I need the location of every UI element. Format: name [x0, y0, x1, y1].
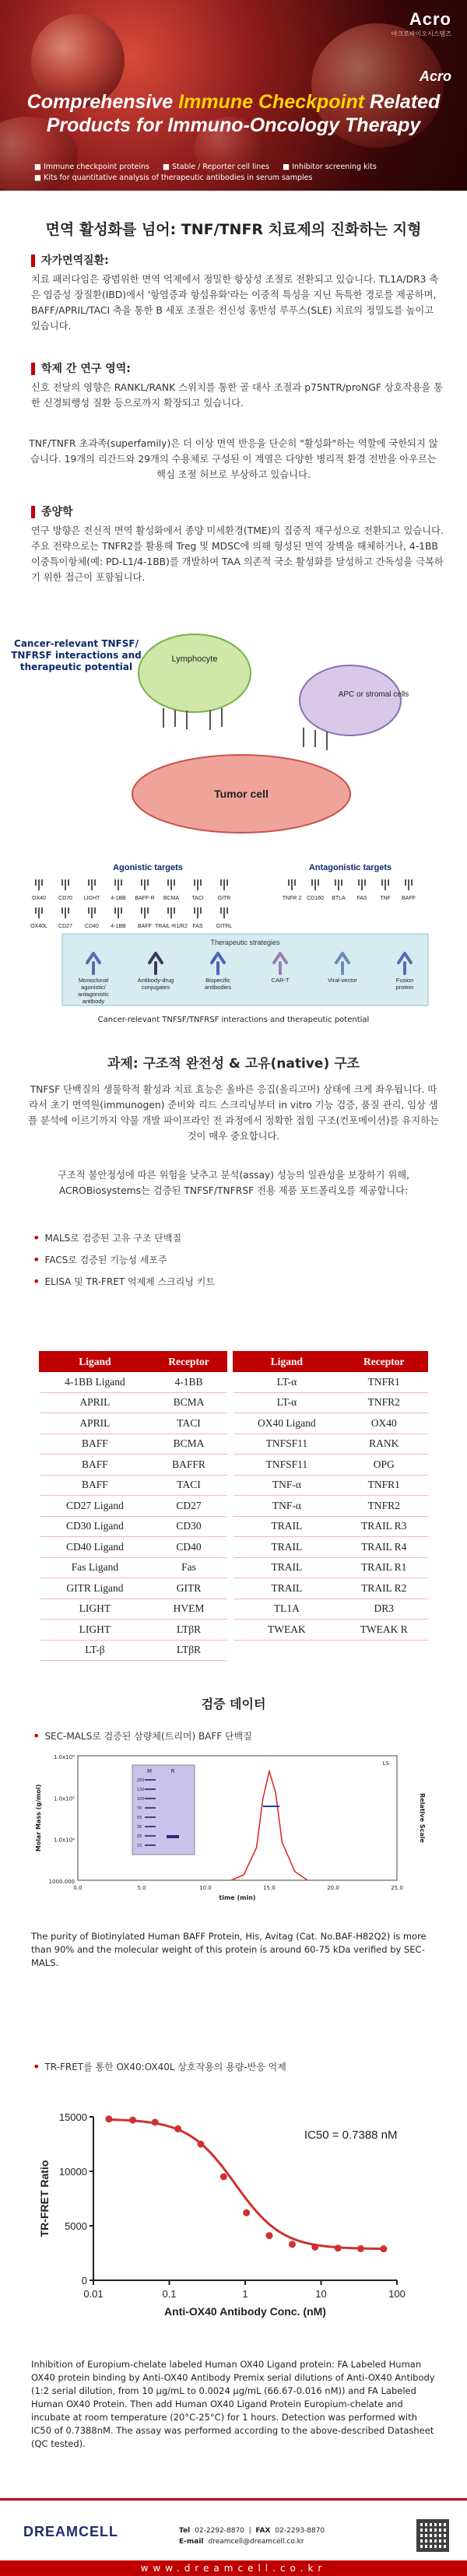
table-cell: TWEAK R [340, 1620, 427, 1641]
task-bullet: • ELISA 및 TR-FRET 억제제 스크리닝 키트 [33, 1273, 215, 1288]
table-cell: TNFR2 [340, 1392, 427, 1413]
target-label: GITR [217, 896, 231, 901]
receptor-icon [89, 907, 95, 918]
hero-bullet: ■ Inhibitor screening kits [283, 163, 377, 171]
fret-data-point [357, 2245, 364, 2252]
receptor-icon [62, 879, 68, 890]
task-paragraph-1: TNFSF 단백질의 생물학적 활성과 치료 효능은 올바른 응집(올리고머) 상태에 크게 좌우됩니다. 따라서 초기 면역원(immunogen) 준비와 리드 스크리닝부터 in vitro 기능 검증, 품질 관리, 임상 샘플 분석에 이르기까지 약물 개발 파이프라인 전 과정에서 정확한 접힘 구조(컨포메이션)를 유지하는 것이 매우 중요합니다. [28, 1084, 439, 1142]
sec-y2label: Relative Scale [419, 1793, 426, 1843]
table-cell: BCMA [150, 1434, 226, 1455]
hero-title-highlight: Immune Checkpoint [178, 91, 365, 113]
apc-label: APC or stromal cells [338, 690, 409, 699]
hero-title-pre: Comprehensive [26, 91, 179, 113]
table-cell: DR3 [340, 1599, 427, 1620]
fret-data-point [152, 2119, 159, 2126]
tumor-label: Tumor cell [214, 788, 269, 800]
table-cell: LT-β [40, 1640, 151, 1661]
section-text: 치료 패러다임은 광범위한 면역 억제에서 정밀한 항상성 조절로 전환되고 있습니다. TL1A/DR3 축은 염증성 장질환(IBD)에서 '항염증과 항섬유화'라는 이중적 특성을 지닌 독특한 경로를 제공하며, BAFF/APRIL/TACI 축을 통한 B 세포 조절은 전신성 홍반성 루푸스(SLE) 치료의 정밀도를 높이고 있습니다. [31, 274, 439, 332]
receptor-icon [289, 879, 295, 890]
receptor-icon [36, 879, 42, 890]
sec-xtick-label: 0.0 [73, 1885, 83, 1891]
sec-legend: LS [382, 1760, 389, 1767]
table-cell: LIGHT [40, 1620, 151, 1641]
fret-caption: Inhibition of Europium-chelate labeled Human OX40 Ligand protein: FA Labeled Human OX40 protein binding by Anti-OX40 Antibody Premix serial dilutions of Anti-OX40 Antibody (1:2 serial dilution, from 10 μg/mL to 0.0024 μg/mL (66.67-0.016 nM)) and FA Labeled Human OX40 Protein. Then add Human OX40 Ligand Protein Europium-chelate and incubate at room temperature (20°C-25°C) for 1 hours. Detection was performed with IC50 of 0.7388nM. The assay was performed according to the above-described Datasheet (QC tested). [31, 2359, 435, 2449]
target-label: FAS [192, 924, 203, 929]
fret-xtick-label: 10 [315, 2288, 327, 2300]
table-cell: OX40 Ligand [234, 1413, 340, 1434]
table-row [40, 1372, 428, 1393]
table-cell: Fas [150, 1557, 226, 1578]
gel-marker-label: 15 [137, 1844, 142, 1848]
fret-xtick-label: 100 [388, 2288, 406, 2300]
fret-data-point [335, 2244, 342, 2251]
target-label: BCMA [163, 896, 180, 901]
target-label: TNF [380, 896, 391, 901]
gel-marker-label: 250 [137, 1778, 145, 1783]
ligand-receptor-table [39, 1351, 428, 1661]
table-cell: TACI [150, 1413, 226, 1434]
fax-label: FAX [255, 2527, 271, 2535]
strategy-label: Antibody-drug conjugates [137, 977, 174, 991]
table-row [40, 1516, 428, 1537]
acro-logo-subtitle: 아크로바이오시스템즈 [391, 30, 451, 37]
dreamcell-logo[interactable]: DREAMCELL [23, 2524, 118, 2539]
diagram-side-label: Cancer-relevant TNFSF/ TNFRSF interactions and therapeutic potential [11, 638, 142, 672]
table-row [40, 1537, 428, 1558]
tnf-interaction-diagram [8, 623, 459, 1012]
table-body [40, 1372, 428, 1661]
section-text: 연구 방향은 전신적 면역 활성화에서 종양 미세환경(TME)의 집중적 재구성으로 전환되고 있습니다. 주요 전략으로는 TNFR2를 활용해 Treg 및 MDSC에 의해 형성된 면역 장벽을 해체하거나, 4-1BB 이중특이항체(예: PD-L1/4-1BB)를 개발하여 TAA 의존적 국소 활성화를 달성하고 간독성을 극복하기 위한 접근이 포함됩니다. [31, 525, 444, 583]
table-cell: TNFR1 [340, 1372, 427, 1393]
strategy-label: Fusion protein [395, 977, 414, 991]
strategy-label: Monoclonal agonistic/ antagonistic antibody [77, 977, 110, 1005]
receptor-icon [168, 879, 174, 890]
table-cell: OX40 [340, 1413, 427, 1434]
fret-ytick-label: 0 [81, 2275, 87, 2286]
table-cell: TACI [150, 1475, 226, 1496]
receptor-icon [195, 907, 201, 918]
table-cell: 4-1BB [150, 1372, 226, 1393]
fret-xtick-label: 0.1 [162, 2288, 177, 2300]
fax-value: 02-2293-8870 [275, 2527, 325, 2535]
table-cell: GITR [150, 1578, 226, 1599]
agonistic-row-1 [32, 879, 230, 901]
fret-ic50-annotation: IC50 = 0.7388 nM [304, 2129, 398, 2142]
table-cell: CD30 [150, 1516, 226, 1537]
gel-marker-label: 100 [137, 1797, 145, 1802]
target-label: GITRL [216, 924, 233, 929]
table-cell: TNF-α [234, 1475, 340, 1496]
gel-marker-label: 70 [137, 1806, 142, 1811]
gel-marker-band [145, 1798, 156, 1799]
page-title: 면역 활성화를 넘어: TNF/TNFR 치료제의 진화하는 지형 [45, 221, 422, 238]
task-bullet: • FACS로 검증된 기능성 세포주 [33, 1251, 167, 1266]
table-cell: TRAIL [234, 1537, 340, 1558]
table-row [40, 1599, 428, 1620]
sec-xtick-label: 25.0 [391, 1885, 403, 1891]
table-cell: CD27 Ligand [40, 1496, 151, 1517]
fret-data-point [197, 2141, 204, 2148]
receptor-icon [406, 879, 412, 890]
receptor-icon [382, 879, 388, 890]
target-label: CD40 [85, 924, 99, 929]
table-cell [340, 1640, 427, 1661]
receptor-icon [115, 879, 121, 890]
section-oncology [31, 506, 444, 585]
table-cell: TNFSF11 [234, 1434, 340, 1455]
section-interdisciplinary [31, 363, 444, 411]
receptor-icon [89, 879, 95, 890]
gel-sample-band [167, 1835, 179, 1838]
table-cell: TNFSF11 [234, 1455, 340, 1476]
antagonistic-title: Antagonistic targets [308, 863, 392, 872]
table-cell [234, 1640, 340, 1661]
target-label: LIGHT [83, 896, 100, 901]
fret-data-point [266, 2232, 273, 2239]
fret-data-point [243, 2209, 250, 2216]
gel-marker-label: 25 [137, 1834, 142, 1839]
receptor-icon [335, 879, 342, 890]
agonistic-title: Agonistic targets [113, 863, 183, 872]
gel-marker-label: 130 [137, 1788, 145, 1792]
table-row [40, 1557, 428, 1578]
target-label: BAFF [138, 924, 152, 929]
gel-marker-label: 35 [137, 1825, 142, 1830]
fret-bullet: • TR-FRET를 통한 OX40:OX40L 상호작용의 용량-반응 억제 [33, 2058, 286, 2073]
table-cell: TRAIL [234, 1578, 340, 1599]
table-row [40, 1475, 428, 1496]
table-cell: CD30 Ligand [40, 1516, 151, 1537]
sec-ytick-label: 1.0x10⁴ [54, 1837, 75, 1844]
tel-value[interactable]: 02-2292-8870 [195, 2527, 244, 2535]
receptor-icon [221, 879, 227, 890]
strategy-label: CAR-T [271, 977, 290, 984]
receptor-icon [142, 879, 148, 890]
section-text: 신호 전달의 영향은 RANKL/RANK 스위치를 통한 골 대사 조절과 p75NTR/proNGF 상호작용을 통한 신경퇴행성 질환 등으로까지 확장되고 있습니다. [31, 382, 444, 409]
sec-xtick-label: 15.0 [263, 1885, 276, 1891]
target-label: CD160 [307, 896, 324, 901]
hero-bullet: ■ Stable / Reporter cell lines [163, 163, 270, 171]
target-label: FAS [356, 896, 367, 901]
fret-ytick-label: 15000 [58, 2111, 87, 2123]
receptor-icon [62, 907, 68, 918]
table-cell: HVEM [150, 1599, 226, 1620]
agonistic-row-2 [30, 907, 232, 929]
table-cell: TNFR2 [340, 1496, 427, 1517]
gel-marker-band [145, 1826, 156, 1827]
table-cell: APRIL [40, 1392, 151, 1413]
table-cell: TRAIL [234, 1557, 340, 1578]
strategy-label: Viral-vector [328, 977, 357, 984]
sec-ytick-label: 1000.000 [48, 1879, 75, 1885]
strategies-title: Therapeutic strategies [210, 939, 280, 946]
task-title: 과제: 구조적 완전성 & 고유(native) 구조 [107, 1056, 360, 1072]
table-row [40, 1413, 428, 1434]
task-bullet: • MALS로 검증된 고유 구조 단백질 [33, 1230, 181, 1244]
gel-marker-band [145, 1844, 156, 1846]
table-cell: TRAIL R1 [340, 1557, 427, 1578]
table-header-cell: Ligand [40, 1352, 151, 1372]
strategy-label: Bispecific antibodies [204, 977, 232, 991]
receptor-icon [359, 879, 365, 890]
fret-data-point [174, 2125, 181, 2132]
fret-xlabel: Anti-OX40 Antibody Conc. (nM) [164, 2305, 326, 2318]
table-cell: TRAIL R3 [340, 1516, 427, 1537]
table-cell: APRIL [40, 1413, 151, 1434]
acro-brand-mark: Acro [419, 68, 451, 84]
table-cell: TRAIL R4 [340, 1537, 427, 1558]
target-label: 4-1BB [111, 924, 126, 929]
table-cell: BCMA [150, 1392, 226, 1413]
section-heading: 학제 간 연구 영역: [31, 363, 444, 375]
target-label: TRAIL-R1/R2 [154, 924, 188, 929]
fret-ylabel: TR-FRET Ratio [38, 2160, 51, 2237]
gel-lane-label: M [146, 1768, 153, 1774]
table-row [40, 1434, 428, 1455]
receptor-icon [221, 907, 227, 918]
table-cell: TRAIL [234, 1516, 340, 1537]
table-row [40, 1640, 428, 1661]
sec-ylabel: Molar Mass (g/mol) [35, 1784, 42, 1852]
table-header-row [40, 1352, 428, 1372]
target-label: CD70 [58, 896, 72, 901]
table-header-cell: Receptor [340, 1352, 427, 1372]
table-cell: Fas Ligand [40, 1557, 151, 1578]
hero-bullets [34, 162, 439, 184]
target-label: CD27 [58, 924, 72, 929]
table-cell: 4-1BB Ligand [40, 1372, 151, 1393]
receptor-icon [36, 907, 42, 918]
table-cell: CD27 [150, 1496, 226, 1517]
table-header-cell: Receptor [150, 1352, 226, 1372]
hero-title-post: Related [364, 91, 441, 113]
table-cell: LT-α [234, 1372, 340, 1393]
fret-data-point [105, 2115, 112, 2122]
sec-xtick-label: 20.0 [327, 1885, 339, 1891]
hero-bullet: ■ Immune checkpoint proteins [34, 163, 149, 171]
superfamily-paragraph: TNF/TNFR 초과족(superfamily)은 더 이상 면역 반응을 단순히 "활성화"하는 역할에 국한되지 않습니다. 19개의 리간드와 29개의 수용체로 구성된 이 계열은 다양한 병리적 환경 전반을 아우르는 핵심 조절 허브로 부상하고 있습니다. [29, 438, 438, 480]
target-label: BAFF [402, 896, 416, 901]
table-cell: RANK [340, 1434, 427, 1455]
qr-code[interactable] [416, 2519, 449, 2552]
target-label: OX40L [30, 924, 47, 929]
sec-caption: The purity of Biotinylated Human BAFF Protein, His, Avitag (Cat. No.BAF-H82Q2) is more than 90% and the molecular weight of this protein is around 60-75 kDa verified by SEC-MALS. [31, 1931, 427, 1968]
hero-title-line2: Products for Immuno-Oncology Therapy [46, 114, 421, 136]
sec-bullet: • SEC-MALS로 검증된 삼량체(트리머) BAFF 단백질 [33, 1728, 252, 1742]
table-cell: BAFF [40, 1434, 151, 1455]
target-label: BTLA [332, 896, 346, 901]
sec-ytick-label: 1.0x10⁶ [54, 1754, 75, 1760]
table-cell: CD40 Ligand [40, 1537, 151, 1558]
table-cell: LTβR [150, 1620, 226, 1641]
table-row [40, 1620, 428, 1641]
table-cell: GITR Ligand [40, 1578, 151, 1599]
fret-ytick-label: 5000 [65, 2220, 87, 2232]
hero-banner [0, 0, 467, 191]
email-label: E-mail [179, 2538, 204, 2546]
fret-ytick-label: 10000 [58, 2166, 87, 2178]
sec-xtick-label: 5.0 [137, 1885, 146, 1891]
table-cell: LTβR [150, 1640, 226, 1661]
tel-label: Tel [179, 2527, 191, 2535]
target-label: BAFF-R [135, 896, 155, 901]
sec-xtick-label: 10.0 [199, 1885, 212, 1891]
table-cell: TWEAK [234, 1620, 340, 1641]
website-link[interactable]: www.dreamcell.co.kr [0, 2560, 467, 2576]
task-paragraph-2: 구조적 불안정성에 따른 위험을 낮추고 분석(assay) 성능의 일관성을 보장하기 위해, ACROBiosystems는 검증된 TNFSF/TNFRSF 전용 제품 포트폴리오를 제공합니다: [57, 1170, 410, 1196]
sec-xlabel: time (min) [219, 1894, 256, 1901]
gel-marker-band [145, 1807, 156, 1809]
apc-cell [300, 665, 401, 735]
fret-data-point [129, 2117, 136, 2124]
table-row [40, 1578, 428, 1599]
section-heading: 자가면역질환: [31, 254, 444, 267]
target-label: OX40 [32, 896, 46, 901]
receptor-icon [142, 907, 148, 918]
hero-title [0, 90, 467, 137]
validation-title: 검증 데이터 [201, 1697, 266, 1711]
sec-mals-chart [31, 1748, 436, 1904]
table-cell: TNF-α [234, 1496, 340, 1517]
acro-logo[interactable] [392, 9, 451, 38]
lymphocyte-label: Lymphocyte [171, 655, 218, 664]
sec-ytick-label: 1.0x10⁵ [54, 1795, 75, 1802]
gel-marker-band [145, 1835, 156, 1837]
table-cell: LT-α [234, 1392, 340, 1413]
table-header-cell: Ligand [234, 1352, 340, 1372]
target-label: TACI [191, 896, 204, 901]
receptor-glyphs [163, 708, 327, 750]
table-cell: TRAIL R2 [340, 1578, 427, 1599]
fret-data-point [220, 2174, 227, 2181]
table-row [40, 1455, 428, 1476]
diagram-caption: Cancer-relevant TNFSF/TNFRSF interactions and therapeutic potential [97, 1016, 370, 1024]
fret-data-point [311, 2244, 318, 2251]
table-cell: BAFF [40, 1455, 151, 1476]
tr-fret-chart [31, 2101, 436, 2335]
table-cell: TNFR1 [340, 1475, 427, 1496]
antagonistic-row [283, 879, 416, 901]
gel-marker-label: 55 [137, 1816, 142, 1820]
lymphocyte-cell [139, 634, 251, 712]
table-cell: OPG [340, 1455, 427, 1476]
gel-lane-label: R [170, 1768, 175, 1774]
contact-info: Tel 02-2292-8870 | FAX 02-2293-8870 E-mail dreamcell@dreamcell.co.kr [179, 2527, 325, 2546]
table-row [40, 1496, 428, 1517]
fret-xtick-label: 0.01 [83, 2288, 104, 2300]
gel-marker-band [145, 1816, 156, 1818]
section-autoimmune [31, 254, 444, 334]
receptor-icon [115, 907, 121, 918]
table-cell: LIGHT [40, 1599, 151, 1620]
gel-marker-band [145, 1779, 156, 1781]
receptor-icon [168, 907, 174, 918]
gel-marker-band [145, 1788, 156, 1790]
acro-logo-text: Acro [409, 9, 451, 29]
receptor-icon [312, 879, 318, 890]
target-label: 4-1BB [111, 896, 126, 901]
hero-bullet: ■ Kits for quantitative analysis of therapeutic antibodies in serum samples [34, 174, 313, 182]
table-cell: TL1A [234, 1599, 340, 1620]
fret-data-point [289, 2241, 296, 2248]
receptor-icon [195, 879, 201, 890]
table-row [40, 1392, 428, 1413]
email-link[interactable]: dreamcell@dreamcell.co.kr [208, 2538, 304, 2546]
table-cell: BAFFR [150, 1455, 226, 1476]
fret-data-point [380, 2245, 387, 2252]
sec-plot-frame [78, 1756, 397, 1880]
section-heading: 종양학 [31, 506, 444, 518]
table-cell: BAFF [40, 1475, 151, 1496]
table-cell: CD40 [150, 1537, 226, 1558]
target-label: TNFR 2 [282, 896, 302, 901]
fret-xtick-label: 1 [242, 2288, 248, 2300]
